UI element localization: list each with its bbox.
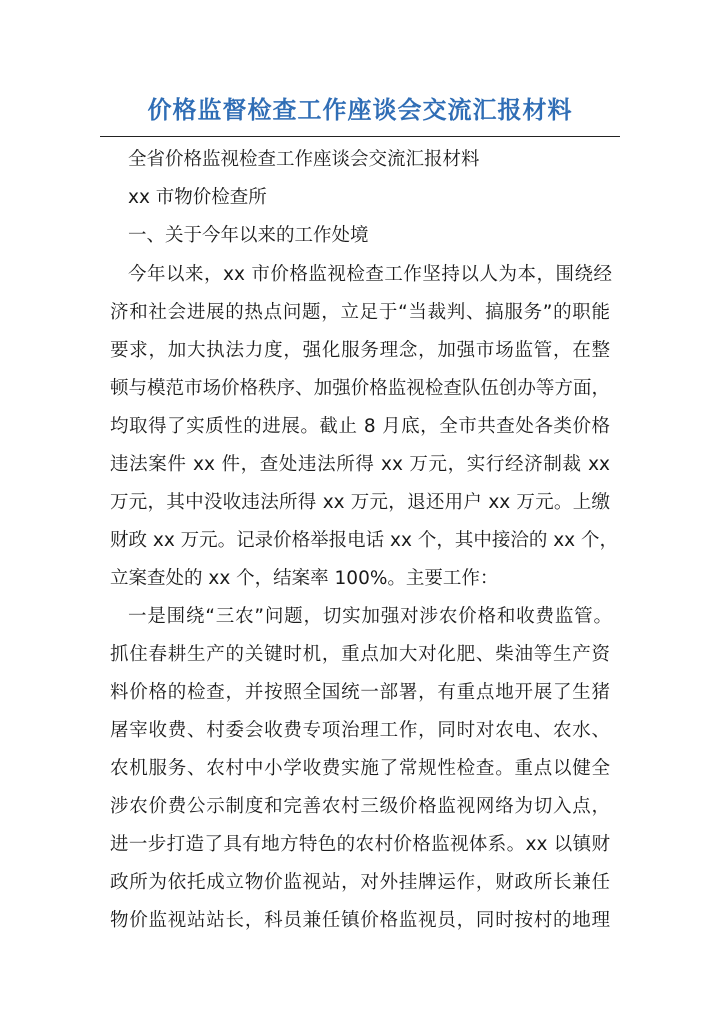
body-line: 济和社会进展的热点问题，立足于“当裁判、搞服务”的职能 — [110, 302, 610, 323]
body-line: 要求，加大执法力度，强化服务理念，加强市场监管，在整 — [110, 340, 610, 361]
body-line: 政所为依托成立物价监视站，对外挂牌运作，财政所长兼任 — [110, 872, 610, 893]
body-line: 顿与模范市场价格秩序、加强价格监视检查队伍创办等方面， — [110, 378, 610, 399]
body-line: 屠宰收费、村委会收费专项治理工作，同时对农电、农水、 — [110, 720, 610, 741]
body-line: 涉农价费公示制度和完善农村三级价格监视网络为切入点， — [110, 796, 610, 817]
body-line: 进一步打造了具有地方特色的农村价格监视体系。xx 以镇财 — [110, 834, 610, 855]
author-line: xx 市物价检查所 — [128, 187, 267, 208]
body-line: 料价格的检查，并按照全国统一部署，有重点地开展了生猪 — [110, 682, 610, 703]
body-line: 农机服务、农村中小学收费实施了常规性检查。重点以健全 — [110, 758, 610, 779]
body-line: 抓住春耕生产的关键时机，重点加大对化肥、柴油等生产资 — [110, 644, 610, 665]
body-line: 立案查处的 xx 个，结案率 100%。主要工作： — [110, 568, 499, 589]
section-heading: 一、关于今年以来的工作处境 — [128, 225, 369, 246]
body-line: 万元，其中没收违法所得 xx 万元，退还用户 xx 万元。上缴 — [110, 492, 610, 513]
body-line: 物价监视站站长，科员兼任镇价格监视员，同时按村的地理 — [110, 910, 610, 931]
body-line: 财政 xx 万元。记录价格举报电话 xx 个，其中接洽的 xx 个， — [110, 530, 618, 551]
body-line: 一是围绕“三农”问题，切实加强对涉农价格和收费监管。 — [128, 606, 612, 627]
body-line: 违法案件 xx 件，查处违法所得 xx 万元，实行经济制裁 xx — [110, 454, 610, 475]
title-underline — [100, 136, 620, 137]
subtitle-line: 全省价格监视检查工作座谈会交流汇报材料 — [128, 149, 480, 170]
document-title: 价格监督检查工作座谈会交流汇报材料 — [147, 95, 573, 124]
body-line: 均取得了实质性的进展。截止 8 月底，全市共查处各类价格 — [110, 416, 610, 437]
body-line: 今年以来，xx 市价格监视检查工作坚持以人为本，围绕经 — [128, 264, 612, 285]
